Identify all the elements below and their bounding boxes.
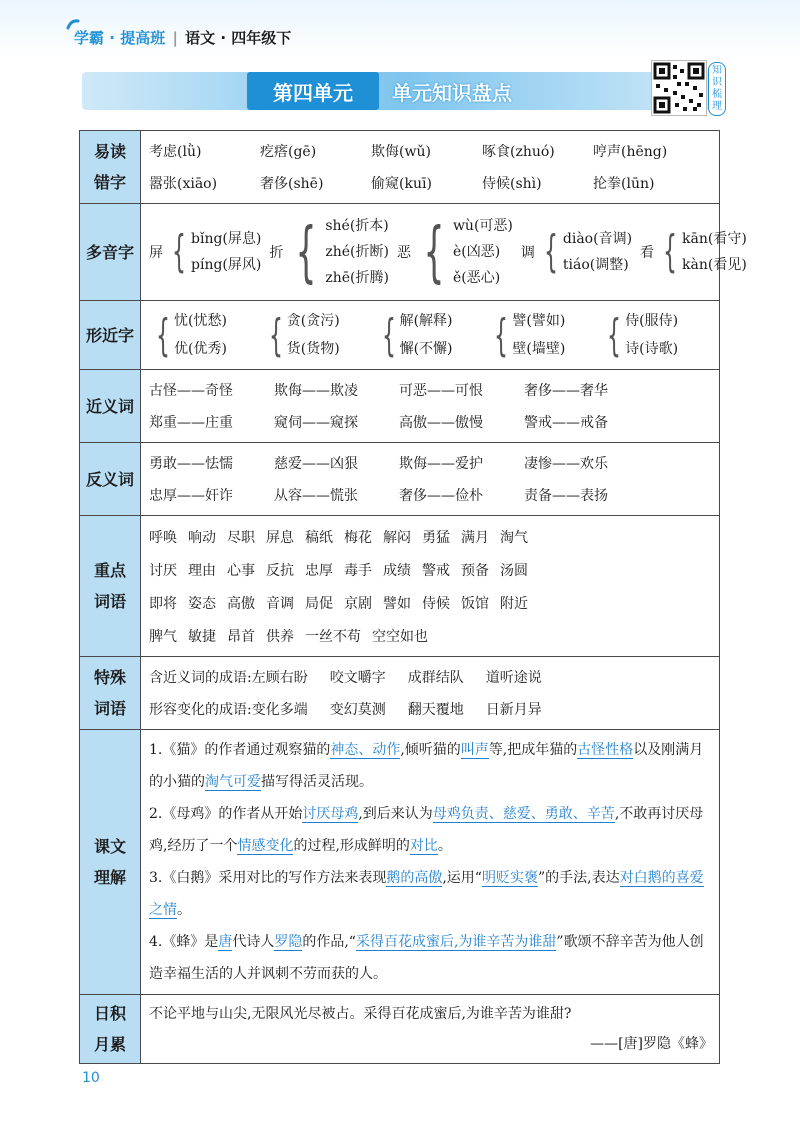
reading: zhé(折断) xyxy=(325,244,389,260)
reading: è(凶恶) xyxy=(452,244,501,260)
row-polyphonic xyxy=(80,204,720,301)
word-pair: 高傲——傲慢 xyxy=(399,415,483,431)
label-synonyms: 近义词 xyxy=(80,370,141,443)
list-item: 嚣张(xiāo) xyxy=(149,176,218,192)
list-item: 忧(忧愁) xyxy=(174,313,227,329)
list-item: 稿纸 xyxy=(305,529,333,546)
reading: kān(看守) xyxy=(682,231,747,247)
paragraph-cat xyxy=(149,734,713,798)
reading: kàn(看见) xyxy=(682,257,747,273)
list-line xyxy=(149,661,713,693)
list-item: 譬(譬如) xyxy=(512,313,566,329)
highlight: 母鸡负责、慈爱、勇敢、辛苦 xyxy=(432,806,615,822)
word-pair: 可恶——可恨 xyxy=(399,383,483,399)
reading: píng(屏风) xyxy=(191,257,262,273)
row-similar-chars xyxy=(80,301,720,370)
brace-icon: { xyxy=(172,226,186,277)
list-item: 昂首 xyxy=(227,628,255,645)
list-item: 抡拳(lūn) xyxy=(593,176,655,192)
list-item: 警戒 xyxy=(422,562,450,579)
list-item: 疙瘩(gē) xyxy=(260,144,317,160)
label-line: 重点 xyxy=(93,561,126,580)
word-pair: 忠厚——奸诈 xyxy=(149,488,233,504)
label-key-vocab xyxy=(80,516,141,657)
list-item: 一丝不苟 xyxy=(305,628,361,645)
list-item: 啄食(zhuó) xyxy=(482,144,555,160)
brand-series: 提高班 xyxy=(120,29,166,47)
paragraph-hen xyxy=(149,798,713,862)
word-pair: 奢侈——奢华 xyxy=(524,383,608,399)
label-similar-chars: 形近字 xyxy=(80,301,141,370)
list-item: 空空如也 xyxy=(372,628,428,645)
row-antonyms xyxy=(80,443,720,516)
unit-title: 单元知识盘点 xyxy=(392,80,512,105)
list-line xyxy=(149,586,713,619)
knowledge-table xyxy=(79,130,747,1064)
row-text-comprehension xyxy=(80,730,720,995)
list-item: 汤圆 xyxy=(500,562,528,579)
paragraph-bee xyxy=(149,926,713,990)
list-item: 侍候(shì) xyxy=(482,176,542,192)
list-item: 左顾右盼 xyxy=(251,670,308,686)
content-daily-accumulation xyxy=(141,995,720,1064)
row-key-vocab xyxy=(80,516,720,657)
list-item: 音调 xyxy=(266,595,294,612)
text-run: ,运用“ xyxy=(442,870,482,886)
list-item: 尽职 xyxy=(227,529,255,546)
list-item: 咬文嚼字 xyxy=(329,670,386,686)
polyphonic-group xyxy=(397,213,513,291)
list-line xyxy=(149,553,713,586)
polyphonic-group xyxy=(640,226,747,278)
label-special-idioms xyxy=(80,657,141,730)
brace-icon: { xyxy=(423,213,445,290)
text-run: 4.《蜂》是 xyxy=(149,934,219,950)
list-line xyxy=(149,374,713,406)
highlight: 情感变化 xyxy=(237,838,294,854)
label-line: 错字 xyxy=(93,173,126,192)
highlight: 唐 xyxy=(218,934,233,950)
text-run: ”歌颂不辞辛苦为他人创造幸福生活的人并讽刺不劳而获的人。 xyxy=(149,934,704,982)
reading: diào(音调) xyxy=(562,231,633,247)
word-pair: 从容——慌张 xyxy=(274,488,358,504)
list-item: 附近 xyxy=(500,595,528,612)
list-item: 淘气 xyxy=(500,529,528,546)
list-item: 毒手 xyxy=(344,562,372,579)
polyphonic-char: 调 xyxy=(520,245,535,261)
brand-separator: | xyxy=(172,29,178,47)
label-polyphonic: 多音字 xyxy=(80,204,141,301)
content-similar-chars xyxy=(141,301,720,370)
highlight: 采得百花成蜜后,为谁辛苦为谁甜 xyxy=(355,934,557,950)
label-line: 易读 xyxy=(93,142,126,161)
text-run: 。 xyxy=(437,838,452,854)
list-item: 日新月异 xyxy=(485,702,542,718)
list-item: 道听途说 xyxy=(485,670,542,686)
content-text-comprehension xyxy=(141,730,720,995)
list-item: 勇猛 xyxy=(422,529,450,546)
label-easy-misread xyxy=(80,131,141,204)
list-item: 预备 xyxy=(461,562,489,579)
row-daily-accumulation xyxy=(80,995,720,1064)
reading: ě(恶心) xyxy=(452,270,501,286)
text-run: ”的手法,表达 xyxy=(537,870,620,886)
label-line: 特殊 xyxy=(93,668,126,687)
content-special-idioms xyxy=(141,657,720,730)
label-line: 词语 xyxy=(93,592,126,611)
similar-group xyxy=(149,307,262,363)
list-item: 屏息 xyxy=(266,529,294,546)
highlight: 明贬实褒 xyxy=(481,870,538,886)
word-pair: 欺侮——爱护 xyxy=(399,456,483,472)
list-item: 变化多端 xyxy=(251,702,308,718)
polyphonic-char: 折 xyxy=(269,245,284,261)
content-key-vocab xyxy=(141,516,720,657)
list-line xyxy=(149,135,713,167)
list-line xyxy=(149,447,713,479)
list-item: 譬如 xyxy=(383,595,411,612)
text-run: 以及刚满月的小猫的 xyxy=(149,742,704,790)
label-line: 词语 xyxy=(93,699,126,718)
brand-name: 学霸 xyxy=(74,29,105,47)
qr-code-icon[interactable] xyxy=(651,60,707,116)
list-item: 心事 xyxy=(227,562,255,579)
row-special-idioms xyxy=(80,657,720,730)
list-item: 欺侮(wǔ) xyxy=(371,144,431,160)
list-item: 解闷 xyxy=(383,529,411,546)
list-item: 诗(诗歌) xyxy=(625,341,679,357)
list-item: 壁(墙壁) xyxy=(512,341,566,357)
content-polyphonic xyxy=(141,204,747,301)
row-synonyms xyxy=(80,370,720,443)
similar-group xyxy=(487,307,600,363)
text-run: ,倾听猫的 xyxy=(400,742,461,758)
paragraph-goose xyxy=(149,862,713,926)
page-number: 10 xyxy=(82,1070,100,1086)
list-item: 即将 xyxy=(149,595,177,612)
brace-icon: { xyxy=(156,309,170,361)
word-pair: 责备——表扬 xyxy=(524,488,608,504)
polyphonic-char: 看 xyxy=(640,245,655,261)
list-item: 成群结队 xyxy=(407,670,464,686)
list-item: 姿态 xyxy=(188,595,216,612)
label-line: 理解 xyxy=(93,868,126,887)
highlight: 古怪性格 xyxy=(577,742,634,758)
list-item: 考虑(lǜ) xyxy=(149,144,202,160)
highlight: 鹅的高傲 xyxy=(386,870,443,886)
word-pair: 窥伺——窥探 xyxy=(274,415,358,431)
text-run: 等,把成年猫的 xyxy=(488,742,578,758)
list-line xyxy=(149,167,713,199)
unit-tag: 第四单元 xyxy=(247,72,379,110)
list-item: 饭馆 xyxy=(461,595,489,612)
brand-header xyxy=(74,27,291,48)
reading: tiáo(调整) xyxy=(562,257,629,273)
label-text-comprehension xyxy=(80,730,141,995)
similar-group xyxy=(262,307,375,363)
highlight: 淘气可爱 xyxy=(205,774,261,790)
list-item: 优(优秀) xyxy=(174,341,227,357)
list-item: 京剧 xyxy=(344,595,372,612)
list-item: 侍(服侍) xyxy=(625,313,679,329)
brace-icon: { xyxy=(607,309,622,361)
label-line: 日积 xyxy=(93,1004,126,1023)
label-daily-accumulation xyxy=(80,995,141,1064)
word-pair: 警戒——戒备 xyxy=(524,415,608,431)
label-line: 月累 xyxy=(93,1035,126,1054)
subject-grade: 语文 · 四年级下 xyxy=(185,29,292,47)
list-item: 梅花 xyxy=(344,529,372,546)
polyphonic-group xyxy=(521,226,632,278)
similar-group xyxy=(375,307,488,363)
list-item: 成绩 xyxy=(383,562,411,579)
list-item: 奢侈(shē) xyxy=(260,176,324,192)
qr-code-label: 知识梳理 xyxy=(708,62,726,116)
reading: bǐng(屏息) xyxy=(191,231,262,247)
list-item: 高傲 xyxy=(227,595,255,612)
brace-icon: { xyxy=(543,226,558,277)
reading: zhē(折腾) xyxy=(325,270,389,286)
text-run: 。 xyxy=(177,902,191,918)
list-item: 呼唤 xyxy=(149,529,177,546)
word-pair: 勇敢——怯懦 xyxy=(149,456,233,472)
list-line xyxy=(149,693,713,725)
list-item: 敏捷 xyxy=(188,628,216,645)
row-easy-misread xyxy=(80,131,720,204)
word-pair: 慈爱——凶狠 xyxy=(274,456,358,472)
reading: shé(折本) xyxy=(325,218,389,234)
list-item: 翻天覆地 xyxy=(407,702,464,718)
text-run: ,不敢再讨厌母鸡,经历了一个 xyxy=(149,806,704,854)
highlight: 对比 xyxy=(409,838,438,854)
list-item: 脾气 xyxy=(149,628,177,645)
brand-dot: · xyxy=(109,29,115,47)
highlight: 罗隐 xyxy=(274,934,303,950)
highlight: 叫声 xyxy=(460,742,489,758)
list-line xyxy=(149,520,713,553)
idiom-category: 含近义词的成语: xyxy=(149,670,252,686)
brace-icon: { xyxy=(381,309,396,361)
list-item: 哼声(hēng) xyxy=(593,144,668,160)
list-item: 供养 xyxy=(266,628,294,645)
text-run: 1.《猫》的作者通过观察猫的 xyxy=(149,742,331,758)
list-item: 偷窥(kuī) xyxy=(371,176,432,192)
word-pair: 郑重——庄重 xyxy=(149,415,233,431)
brace-icon: { xyxy=(494,309,509,361)
list-item: 变幻莫测 xyxy=(329,702,386,718)
polyphonic-group xyxy=(269,213,389,291)
list-item: 讨厌 xyxy=(149,562,177,579)
poem-citation: ——[唐]罗隐《蜂》 xyxy=(590,1036,713,1052)
list-item: 满月 xyxy=(461,529,489,546)
similar-group xyxy=(600,307,713,363)
reading: wù(可恶) xyxy=(452,218,513,234)
list-item: 解(解释) xyxy=(399,313,453,329)
list-item: 响动 xyxy=(188,529,216,546)
highlight: 讨厌母鸡 xyxy=(302,806,359,822)
list-item: 贪(贪污) xyxy=(286,313,340,329)
label-antonyms: 反义词 xyxy=(80,443,141,516)
idiom-category: 形容变化的成语: xyxy=(149,702,252,718)
word-pair: 欺侮——欺凌 xyxy=(274,383,358,399)
brace-icon: { xyxy=(295,213,317,290)
list-line xyxy=(149,479,713,511)
list-item: 忠厚 xyxy=(305,562,333,579)
text-run: 2.《母鸡》的作者从开始 xyxy=(149,806,303,822)
text-run: 的作品,“ xyxy=(302,934,356,950)
content-antonyms xyxy=(141,443,720,516)
word-pair: 凄惨——欢乐 xyxy=(524,456,608,472)
list-item: 货(货物) xyxy=(286,341,340,357)
list-item: 反抗 xyxy=(266,562,294,579)
highlight: 对白鹅的喜爱之情 xyxy=(149,870,704,918)
polyphonic-group xyxy=(149,226,261,278)
label-line: 课文 xyxy=(93,837,126,856)
list-item: 局促 xyxy=(305,595,333,612)
word-pair: 奢侈——俭朴 xyxy=(399,488,483,504)
content-synonyms xyxy=(141,370,720,443)
list-item: 侍候 xyxy=(422,595,450,612)
brace-icon: { xyxy=(268,309,283,361)
text-run: 3.《白鹅》采用对比的写作方法来表现 xyxy=(149,870,387,886)
list-line xyxy=(149,619,713,652)
list-item: 理由 xyxy=(188,562,216,579)
poem-quote: 不论平地与山尖,无限风光尽被占。采得百花成蜜后,为谁辛苦为谁甜? xyxy=(149,1006,572,1022)
content-easy-misread xyxy=(141,131,720,204)
word-pair: 古怪——奇怪 xyxy=(149,383,233,399)
brace-icon: { xyxy=(663,226,678,277)
list-item: 懈(不懈) xyxy=(399,341,453,357)
text-run: ,到后来认为 xyxy=(358,806,433,822)
text-run: 代诗人 xyxy=(232,934,275,950)
highlight: 神态、动作 xyxy=(330,742,401,758)
polyphonic-char: 屏 xyxy=(149,245,163,261)
text-run: 的过程,形成鲜明的 xyxy=(293,838,410,854)
polyphonic-char: 恶 xyxy=(396,245,411,261)
list-line xyxy=(149,406,713,438)
text-run: 描写得活灵活现。 xyxy=(261,774,373,790)
